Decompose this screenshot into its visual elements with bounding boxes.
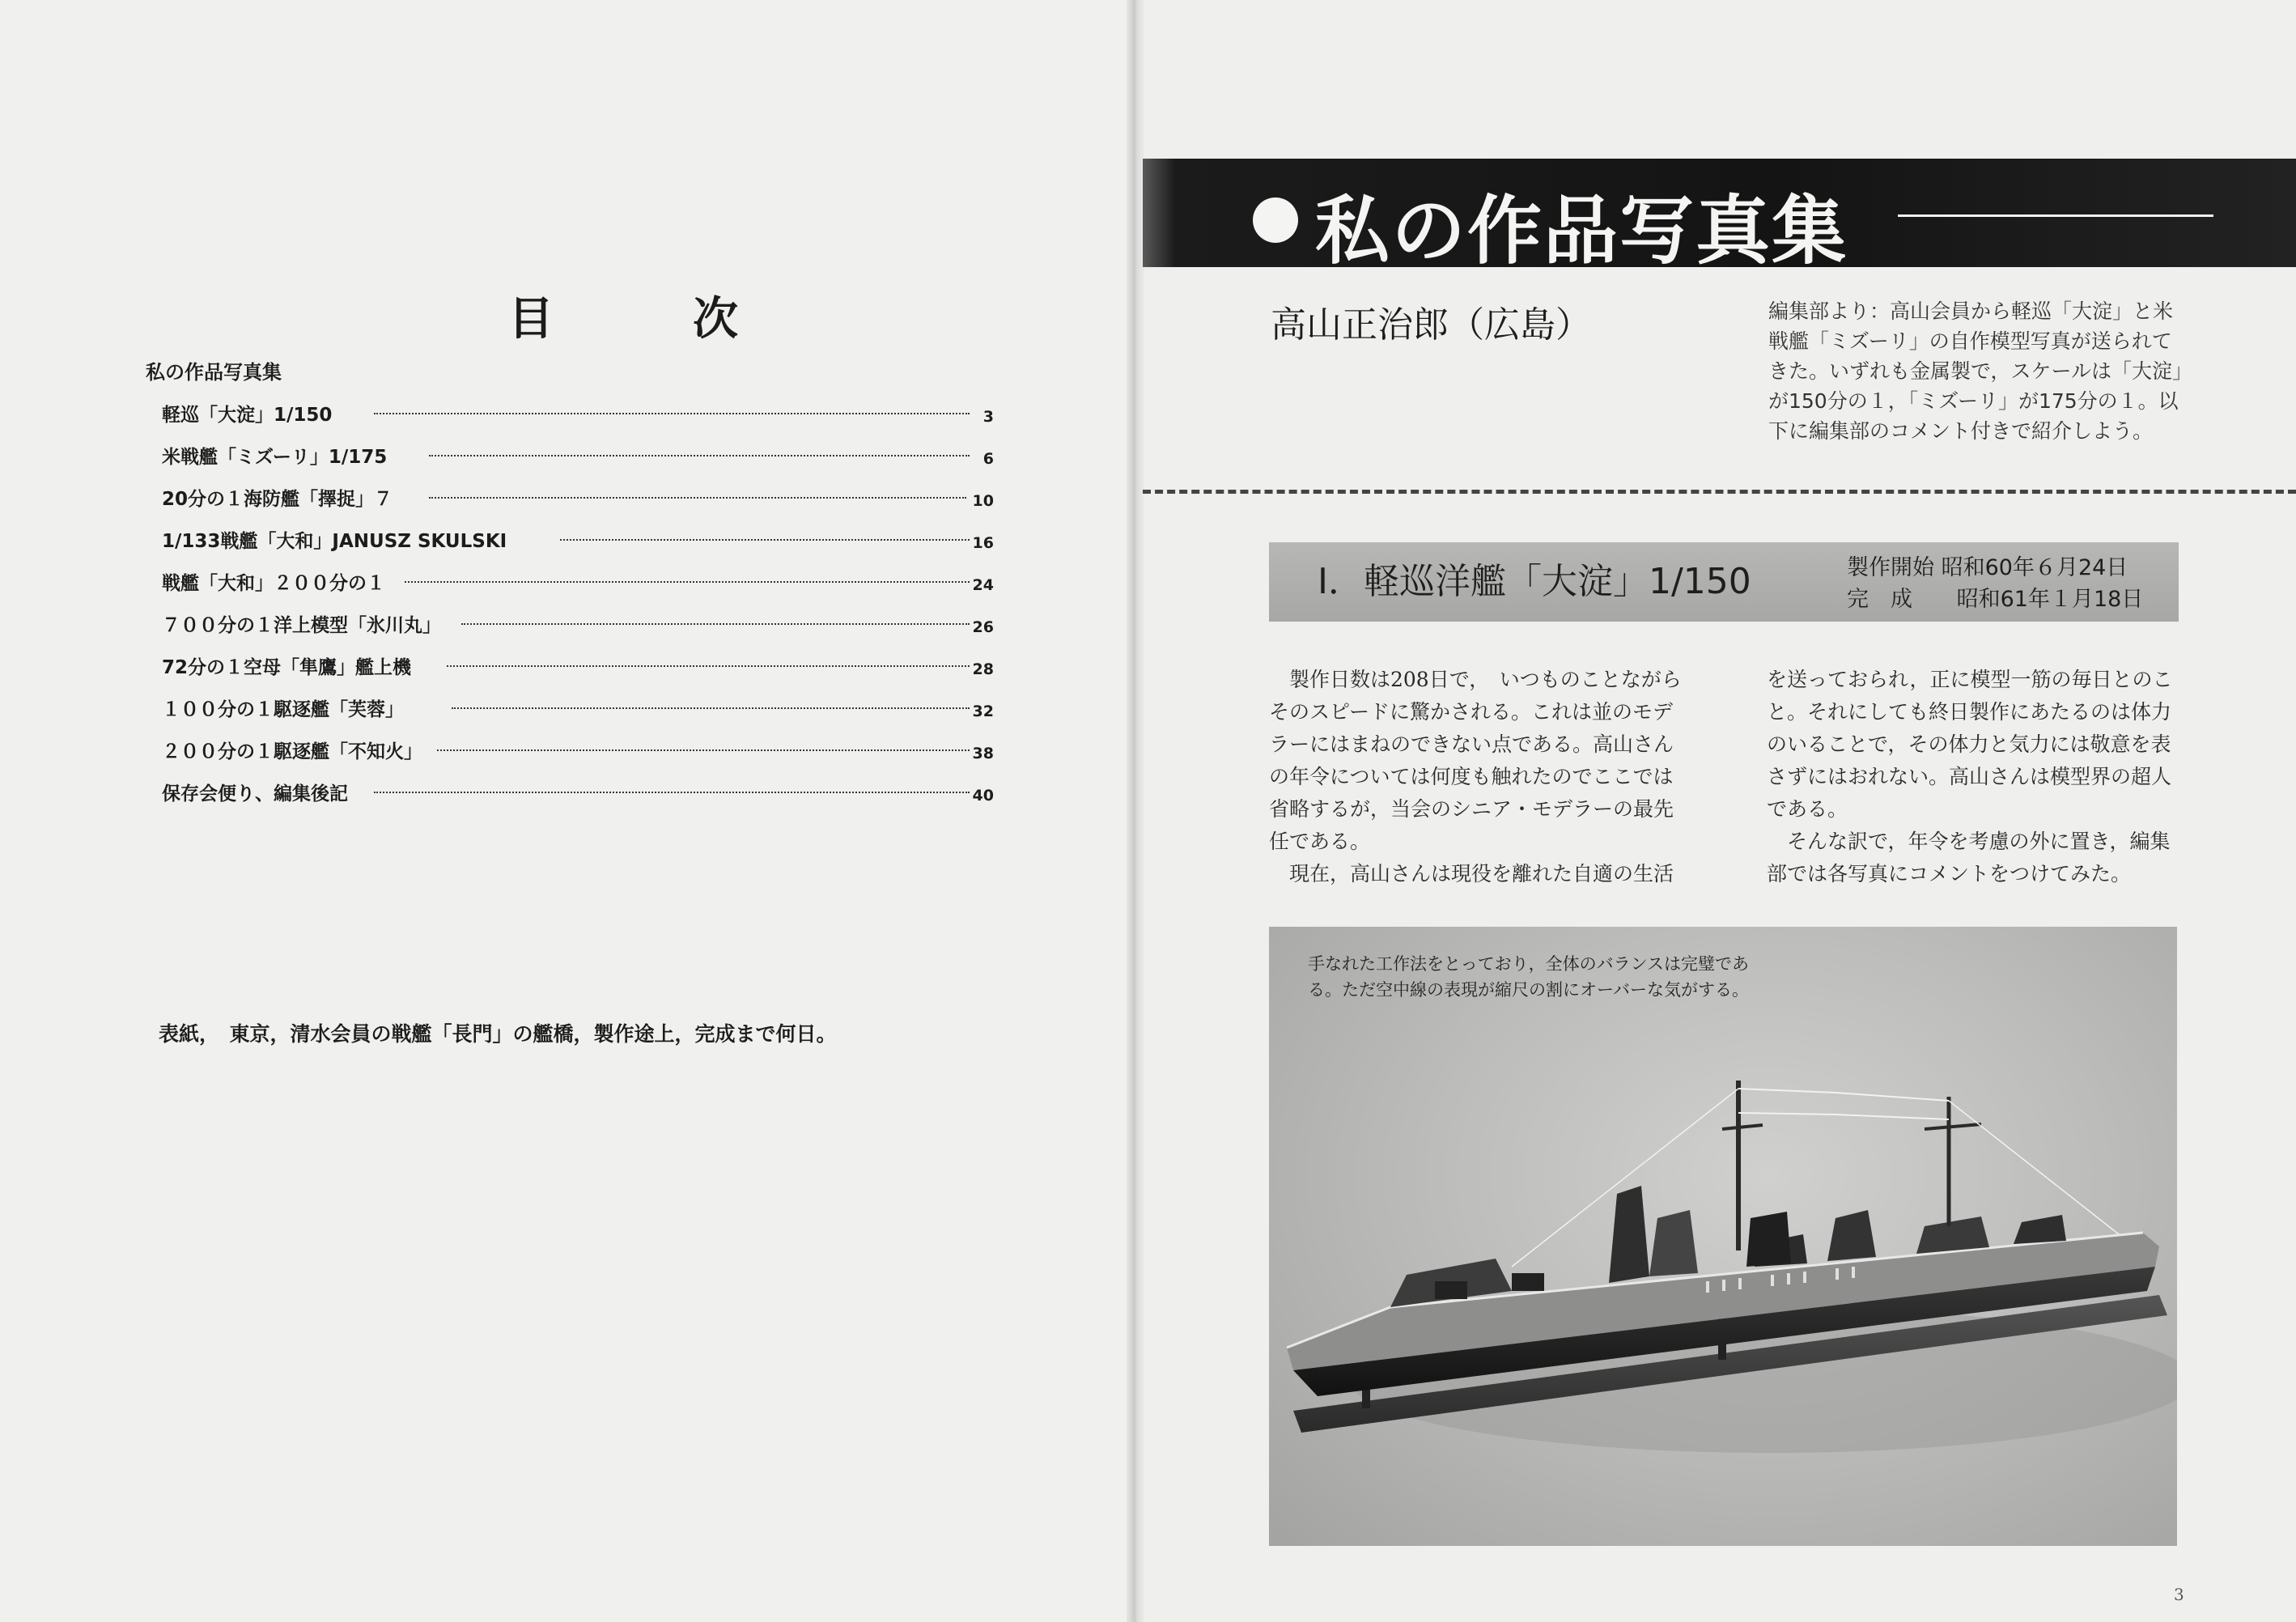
toc-entry[interactable] bbox=[162, 652, 994, 681]
page-gutter bbox=[1127, 0, 1144, 1622]
toc-entry[interactable] bbox=[162, 610, 994, 639]
toc-entry[interactable] bbox=[162, 694, 994, 724]
editor-note bbox=[1768, 296, 2193, 446]
editor-note-line: 編集部より：高山会員から軽巡「大淀」と米 bbox=[1768, 299, 2174, 323]
toc-entry-label: 72分の１空母「隼鷹」艦上機 bbox=[162, 657, 412, 678]
toc-leader-dots bbox=[461, 623, 970, 625]
toc-entry[interactable] bbox=[162, 568, 994, 597]
toc-entry-label: ２００分の１駆逐艦「不知火」 bbox=[162, 741, 422, 762]
body-line: そのスピードに驚かされる。これは並のモデ bbox=[1269, 700, 1674, 724]
body-column-left bbox=[1269, 664, 1690, 890]
completion-date: 昭和61年１月18日 bbox=[1956, 587, 2144, 612]
body-line: のいることで，その体力と気力には敬意を表 bbox=[1767, 732, 2171, 756]
body-line: と。それにしても終日製作にあたるのは体力 bbox=[1767, 700, 2172, 724]
banner-rule bbox=[1898, 214, 2213, 217]
body-line: 製作日数は208日で， いつものことながら bbox=[1269, 668, 1682, 691]
dashed-separator bbox=[1143, 490, 2296, 494]
body-line: ラーにはまねのできない点である。高山さん bbox=[1269, 732, 1674, 756]
toc-title: 目 次 bbox=[508, 293, 785, 346]
toc-entry-page: 26 bbox=[972, 618, 994, 636]
production-start-label: 製作開始 bbox=[1847, 555, 1934, 580]
toc-entry-page: 3 bbox=[982, 408, 994, 426]
toc-leader-dots bbox=[429, 497, 966, 499]
body-line: 省略するが，当会のシニア・モデラーの最先 bbox=[1269, 797, 1674, 821]
toc-entry-page: 40 bbox=[972, 787, 994, 805]
toc-section-header: 私の作品写真集 bbox=[146, 361, 282, 384]
editor-note-line: 下に編集部のコメント付きで紹介しよう。 bbox=[1768, 419, 2154, 443]
toc-entry-page: 16 bbox=[972, 534, 994, 552]
banner-title: 私の作品写真集 bbox=[1315, 188, 1848, 274]
production-start-date: 昭和60年６月24日 bbox=[1941, 555, 2128, 580]
toc-entry[interactable] bbox=[162, 779, 994, 808]
toc-entry-page: 10 bbox=[972, 492, 994, 510]
body-line: そんな訳で，年令を考慮の外に置き，編集 bbox=[1767, 830, 2171, 853]
body-line: 任である。 bbox=[1269, 830, 1371, 853]
toc-entry[interactable] bbox=[162, 400, 994, 429]
photo-caption-line: る。ただ空中線の表現が縮尺の割にオーバーな気がする。 bbox=[1308, 980, 1749, 1000]
toc-entry-page: 6 bbox=[982, 450, 994, 468]
toc-entry-label: 1/133戦艦「大和」JANUSZ SKULSKI bbox=[162, 531, 507, 552]
toc-leader-dots bbox=[374, 792, 970, 793]
photo-caption-line: 手なれた工作法をとっており，全体のバランスは完璧であ bbox=[1308, 954, 1749, 974]
ship-model-photo bbox=[1269, 927, 2177, 1546]
toc-entry[interactable] bbox=[162, 737, 994, 766]
toc-entry-page: 32 bbox=[972, 703, 994, 720]
production-dates bbox=[1847, 552, 2143, 615]
production-complete bbox=[1847, 584, 2143, 615]
body-column-right bbox=[1767, 664, 2188, 890]
toc-entry-label: 戦艦「大和」２００分の１ bbox=[162, 573, 385, 594]
body-line: さずにはおれない。高山さんは模型界の超人 bbox=[1767, 765, 2172, 788]
toc-entry-label: ７００分の１洋上模型「氷川丸」 bbox=[162, 615, 441, 636]
toc-entry-label: 20分の１海防艦「擇捉」７ bbox=[162, 489, 393, 510]
toc-entry-page: 24 bbox=[972, 576, 994, 594]
toc-leader-dots bbox=[405, 581, 970, 583]
toc-entry-label: 保存会便り、編集後記 bbox=[162, 783, 348, 805]
editor-note-line: きた。いずれも金属製で，スケールは「大淀」 bbox=[1768, 359, 2193, 383]
toc-leader-dots bbox=[437, 749, 970, 751]
editor-note-line: が150分の１，「ミズーリ」が175分の１。以 bbox=[1768, 389, 2179, 413]
body-line: を送っておられ，正に模型一筋の毎日とのこ bbox=[1767, 668, 2173, 691]
toc-entry-label: １００分の１駆逐艦「芙蓉」 bbox=[162, 699, 404, 720]
body-line: 現在，高山さんは現役を離れた自適の生活 bbox=[1269, 862, 1674, 885]
page-number: 3 bbox=[2174, 1585, 2184, 1604]
toc-entry[interactable] bbox=[162, 442, 994, 471]
toc-leader-dots bbox=[447, 665, 970, 667]
toc-entry[interactable] bbox=[162, 526, 994, 555]
left-page bbox=[0, 0, 1133, 1622]
cruiser-model-icon bbox=[1269, 927, 2177, 1546]
cover-note: 表紙， 東京，清水会員の戦艦「長門」の艦橋，製作途上，完成まで何日。 bbox=[159, 1022, 837, 1046]
editor-note-line: 戦艦「ミズーリ」の自作模型写真が送られて bbox=[1768, 329, 2172, 353]
production-start bbox=[1847, 552, 2143, 584]
body-line: 部では各写真にコメントをつけてみた。 bbox=[1767, 862, 2132, 885]
body-line: である。 bbox=[1767, 797, 1848, 821]
section-title: Ⅰ．軽巡洋艦「大淀」1/150 bbox=[1318, 561, 1751, 602]
toc-leader-dots bbox=[374, 413, 970, 414]
toc-leader-dots bbox=[560, 539, 970, 541]
completion-label: 完 成 bbox=[1847, 587, 1912, 612]
author-name: 高山正治郎（広島） bbox=[1271, 304, 1591, 346]
toc-entry-label: 米戦艦「ミズーリ」1/175 bbox=[162, 447, 388, 468]
toc-entry-page: 28 bbox=[972, 660, 994, 678]
bullet-dot-icon bbox=[1253, 197, 1298, 243]
toc-entry-label: 軽巡「大淀」1/150 bbox=[162, 405, 333, 426]
toc-entry[interactable] bbox=[162, 484, 994, 513]
toc-entry-page: 38 bbox=[972, 745, 994, 762]
toc-leader-dots bbox=[429, 455, 970, 456]
toc-leader-dots bbox=[452, 707, 970, 709]
body-line: の年令については何度も触れたのでここでは bbox=[1269, 765, 1674, 788]
